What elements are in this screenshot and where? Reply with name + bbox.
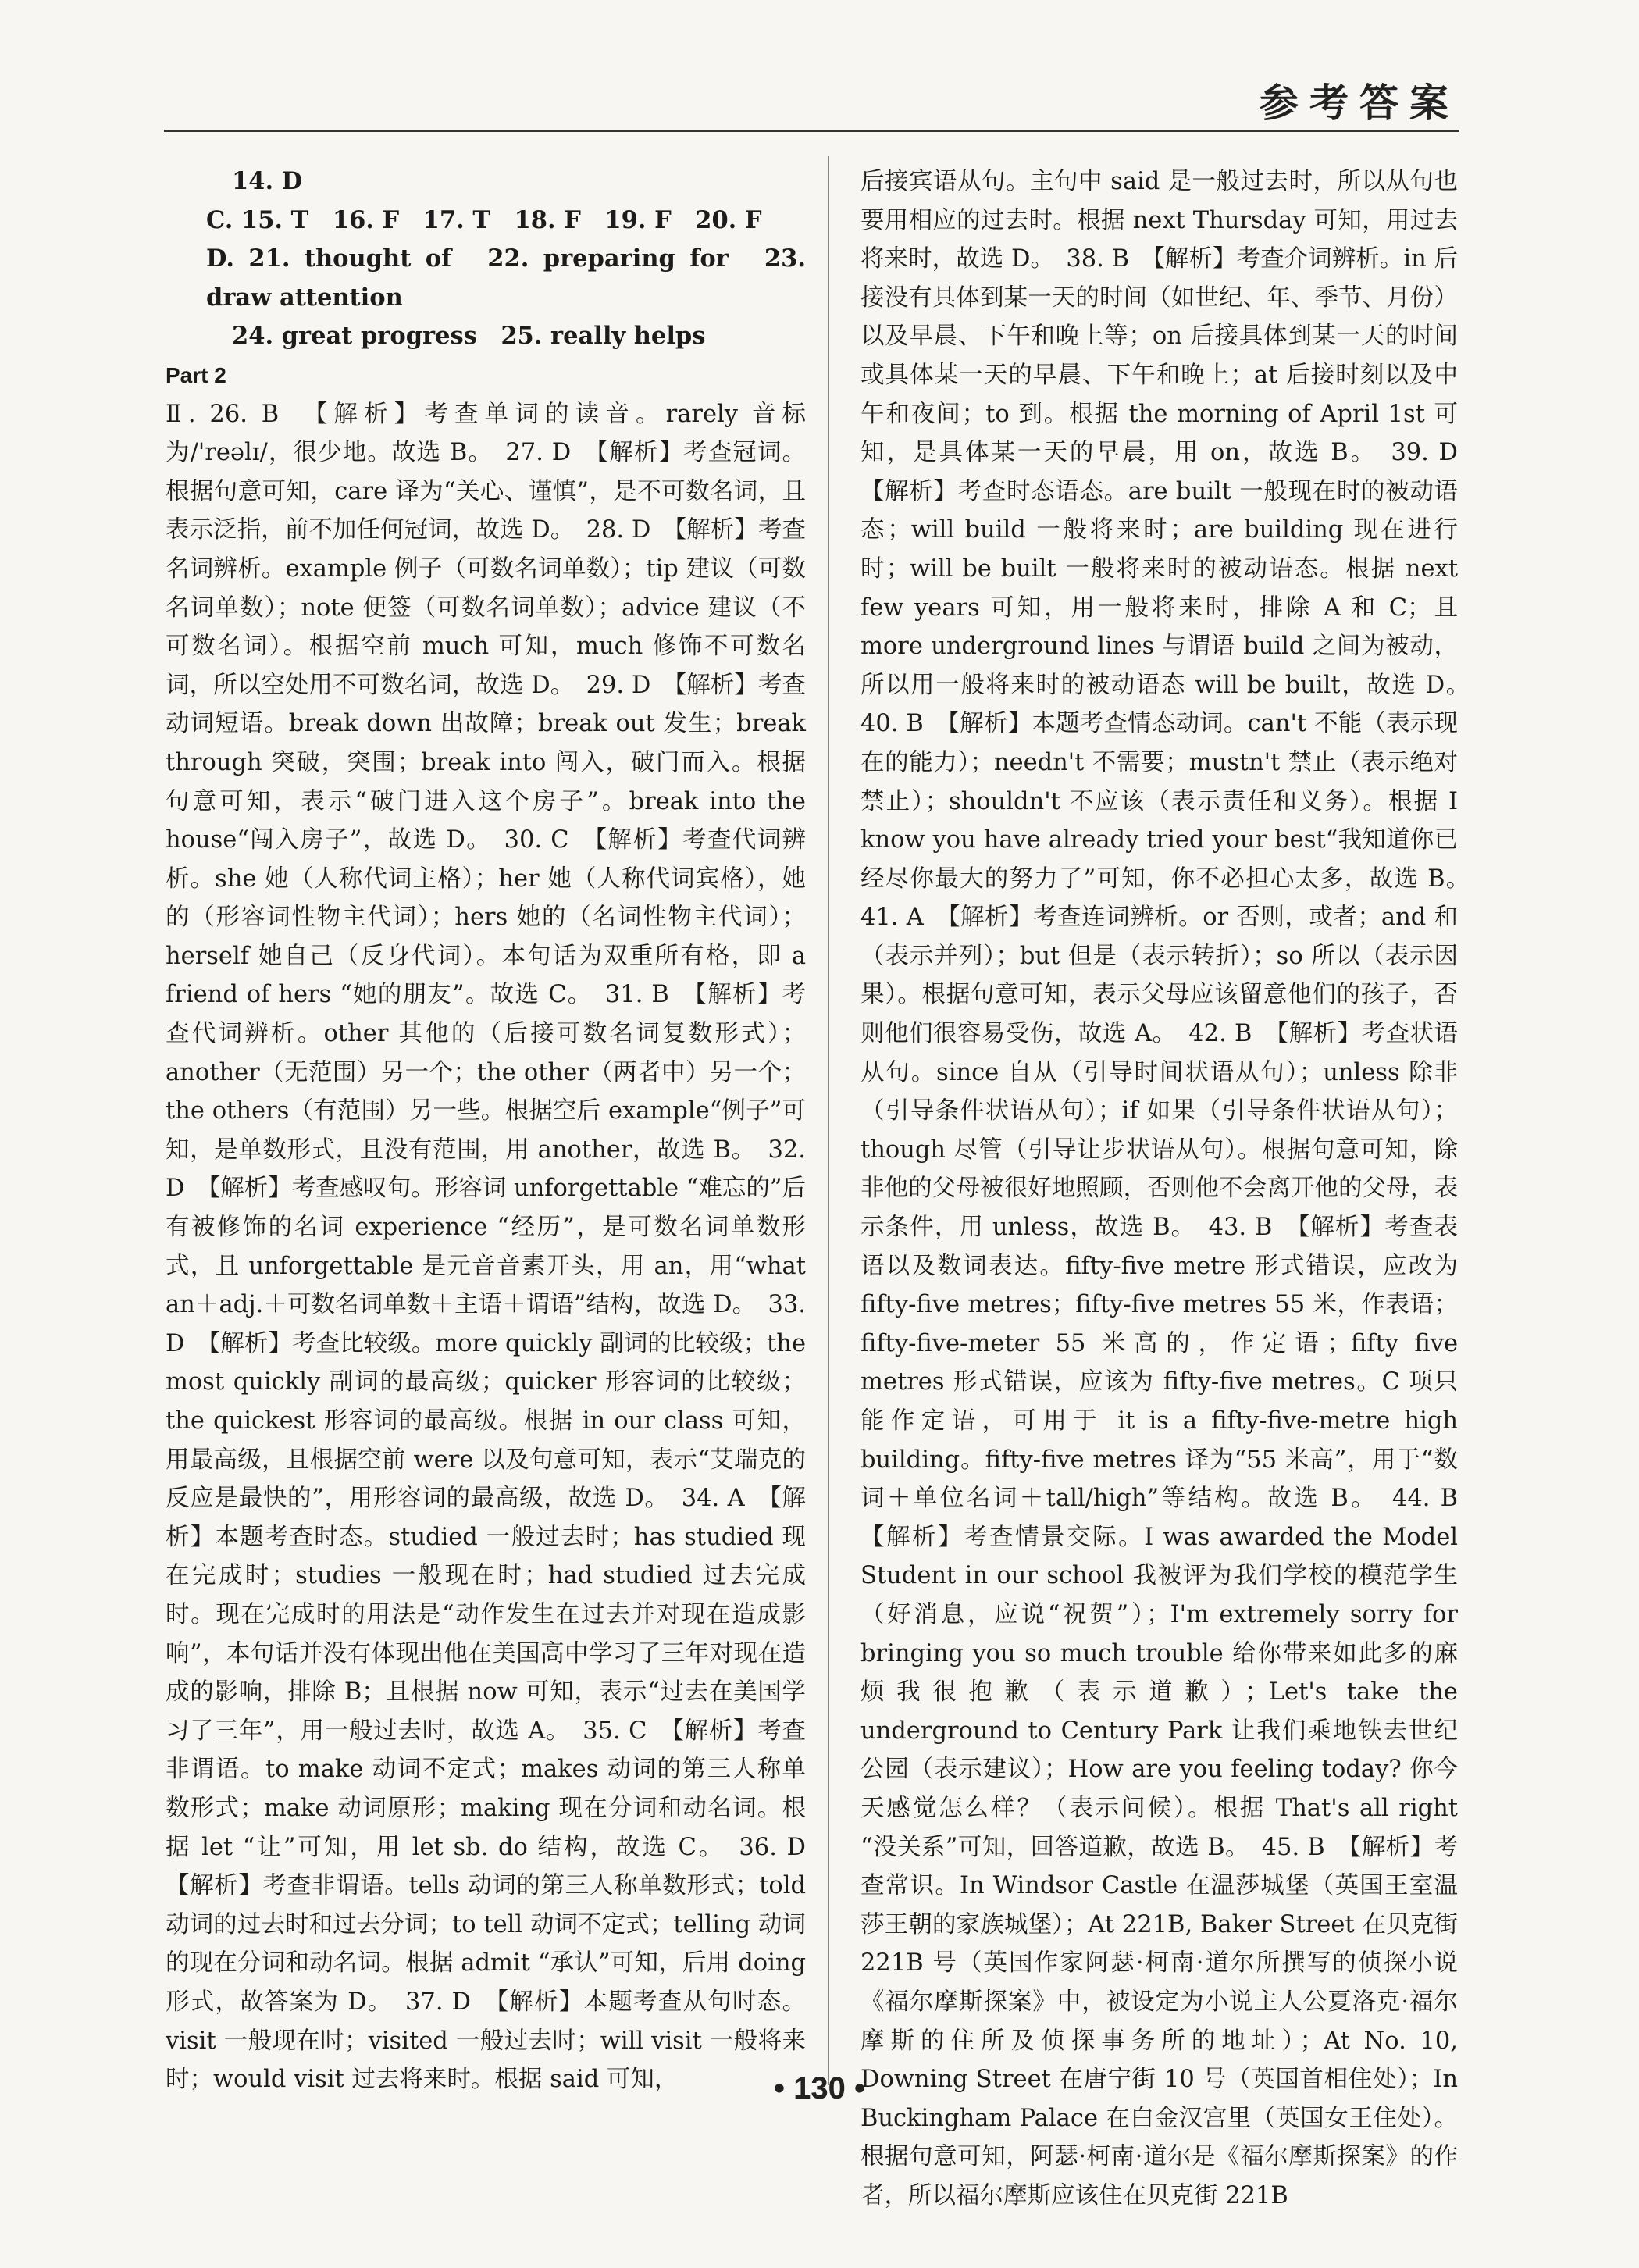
answer-line-c: C. 15. T 16. F 17. T 18. F 19. F 20. F xyxy=(206,205,762,234)
answer-line-d2: 24. great progress 25. really helps xyxy=(232,322,706,351)
left-body-text: Ⅱ. 26. B 【解析】考查单词的读音。rarely 音标为/'reəlɪ/，很少地。故选 B。 27. D 【解析】考查冠词。根据句意可知，care 译为“关心、谨慎”，是不可数名词，且表示泛指，前不加任何冠词，故选 D。 28. D 【解析】考查名词辨析。example 例子（可数名词单数）；tip 建议（可数名词单数）；note 便签（可数名词单数）；advice 建议（不可数名词）。根据空前 much 可知，much 修饰不可数名词，所以空处用不可数名词，故选 D。 29. D 【解析】考查动词短语。break down 出故障；break out 发生；break through 突破，突围；break into 闯入，破门而入。根据句意可知，表示“破门进入这个房子”。break into the house“闯入房子”，故选 D。 30. C 【解析】考查代词辨析。she 她（人称代词主格）；her 她（人称代词宾格），她的（形容词性物主代词）；hers 她的（名词性物主代词）；herself 她自己（反身代词）。本句话为双重所有格，即 a friend of hers “她的朋友”。故选 C。 31. B 【解析】考查代词辨析。other 其他的（后接可数名词复数形式）；another（无范围）另一个；the other（两者中）另一个；the others（有范围）另一些。根据空后 example“例子”可知，是单数形式，且没有范围，用 another，故选 B。 32. D 【解析】考查感叹句。形容词 unforgettable “难忘的”后有被修饰的名词 experience “经历”，是可数名词单数形式，且 unforgettable 是元音音素开头，用 an，用“what an＋adj.＋可数名词单数＋主语＋谓语”结构，故选 D。 33. D 【解析】考查比较级。more quickly 副词的比较级；the most quickly 副词的最高级；quicker 形容词的比较级；the quickest 形容词的最高级。根据 in our class 可知，用最高级，且根据空前 were 以及句意可知，表示“艾瑞克的反应是最快的”，用形容词的最高级，故选 D。 34. A 【解析】本题考查时态。studied 一般过去时；has studied 现在完成时；studies 一般现在时；had studied 过去完成时。现在完成时的用法是“动作发生在过去并对现在造成影响”，本句话并没有体现出他在美国高中学习了三年对现在造成的影响，排除 B；且根据 now 可知，表示“过去在美国学习了三年”，用一般过去时，故选 A。 35. C 【解析】考查非谓语。to make 动词不定式；makes 动词的第三人称单数形式；make 动词原形；making 现在分词和动名词。根据 let “让”可知，用 let sb. do 结构，故选 C。 36. D 【解析】考查非谓语。tells 动词的第三人称单数形式；told 动词的过去时和过去分词；to tell 动词不定式；telling 动词的现在分词和动名词。根据 admit “承认”可知，后用 doing 形式，故答案为 D。 37. D 【解析】本题考查从句时态。visit 一般现在时；visited 一般过去时；will visit 一般将来时；would visit 过去将来时。根据 said 可知， xyxy=(166,400,830,2094)
left-column xyxy=(166,162,830,2099)
page-header-title: 参考答案 xyxy=(1260,80,1459,126)
right-column xyxy=(860,162,1482,2215)
column-divider xyxy=(828,156,829,2085)
header-rule xyxy=(164,130,1459,132)
right-body-text: 后接宾语从句。主句中 said 是一般过去时，所以从句也要用相应的过去时。根据 next Thursday 可知，用过去将来时，故选 D。 38. B 【解析】考查介词辨析。in 后接没有具体到某一天的时间（如世纪、年、季节、月份）以及早晨、下午和晚上等；on 后接具体到某一天的时间或具体某一天的早晨、下午和晚上；at 后接时刻以及中午和夜间；to 到。根据 the morning of April 1st 可知，是具体某一天的早晨，用 on，故选 B。 39. D 【解析】考查时态语态。are built 一般现在时的被动语态；will build 一般将来时；are building 现在进行时；will be built 一般将来时的被动语态。根据 next few years 可知，用一般将来时，排除 A 和 C；且 more underground lines 与谓语 build 之间为被动，所以用一般将来时的被动语态 will be built，故选 D。 40. B 【解析】本题考查情态动词。can't 不能（表示现在的能力）；needn't 不需要；mustn't 禁止（表示绝对禁止）；shouldn't 不应该（表示责任和义务）。根据 I know you have already tried your best“我知道你已经尽你最大的努力了”可知，你不必担心太多，故选 B。 41. A 【解析】考查连词辨析。or 否则，或者；and 和（表示并列）；but 但是（表示转折）；so 所以（表示因果）。根据句意可知，表示父母应该留意他们的孩子，否则他们很容易受伤，故选 A。 42. B 【解析】考查状语从句。since 自从（引导时间状语从句）；unless 除非（引导条件状语从句）；if 如果（引导条件状语从句）；though 尽管（引导让步状语从句）。根据句意可知，除非他的父母被很好地照顾，否则他不会离开他的父母，表示条件，用 unless，故选 B。 43. B 【解析】考查表语以及数词表达。fifty-five metre 形式错误，应改为 fifty-five metres；fifty-five metres 55 米，作表语；fifty-five-meter 55 米高的，作定语；fifty five metres 形式错误，应该为 fifty-five metres。C 项只能作定语，可用于 it is a fifty-five-metre high building。fifty-five metres 译为“55 米高”，用于“数词＋单位名词＋tall/high”等结构。故选 B。 44. B 【解析】考查情景交际。I was awarded the Model Student in our school 我被评为我们学校的模范学生（好消息，应说“祝贺”）；I'm extremely sorry for bringing you so much trouble 给你带来如此多的麻烦我很抱歉（表示道歉）；Let's take the underground to Century Park 让我们乘地铁去世纪公园（表示建议）；How are you feeling today? 你今天感觉怎么样？（表示问候）。根据 That's all right “没关系”可知，回答道歉，故选 B。 45. B 【解析】考查常识。In Windsor Castle 在温莎城堡（英国王室温莎王朝的家族城堡）；At 221B, Baker Street 在贝克街 221B 号（英国作家阿瑟·柯南·道尔所撰写的侦探小说《福尔摩斯探案》中，被设定为小说主人公夏洛克·福尔摩斯的住所及侦探事务所的地址）；At No. 10, Downing Street 在唐宁街 10 号（英国首相住处）；In Buckingham Palace 在白金汉宫里（英国女王住处）。根据句意可知，阿瑟·柯南·道尔是《福尔摩斯探案》的作者，所以福尔摩斯应该住在贝克街 221B xyxy=(860,168,1482,2209)
answer-line-d: D. 21. thought of 22. preparing for 23. draw attention xyxy=(206,244,806,312)
answer-line-14: 14. D xyxy=(232,167,303,195)
page-number: • 130 • xyxy=(774,2071,865,2106)
part-heading: Part 2 xyxy=(166,362,226,387)
